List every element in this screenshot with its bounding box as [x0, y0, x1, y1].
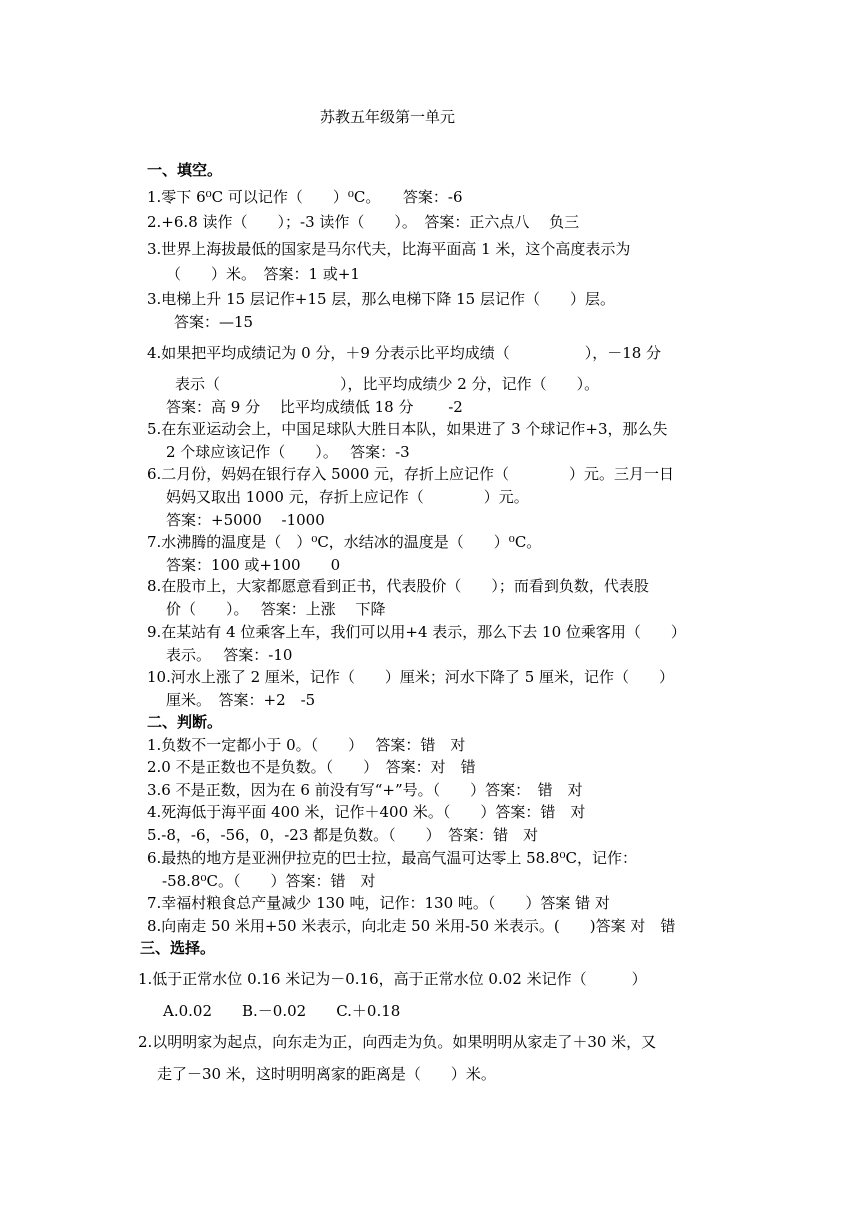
- question-line: 价（ ）。 答案：上涨 下降: [166, 600, 386, 618]
- question-line: -58.8⁰C。（ ）答案：错 对: [162, 872, 376, 890]
- question-line: 10.河水上涨了 2 厘米，记作（ ）厘米；河水下降了 5 厘米，记作（ ）: [147, 668, 675, 686]
- question-line: 5.在东亚运动会上，中国足球队大胜日本队，如果进了 3 个球记作+3，那么失: [147, 420, 668, 438]
- choice-options: A.0.02 B.－0.02 C.＋0.18: [163, 1002, 401, 1020]
- question-line: 6.二月份，妈妈在银行存入 5000 元，存折上应记作（ ）元。三月一日: [147, 465, 675, 483]
- question-line: 表示（ ），比平均成绩少 2 分，记作（ ）。: [175, 375, 600, 393]
- answer-line: 答案：100 或+100 0: [166, 556, 341, 574]
- question-line: 1.低于正常水位 0.16 米记为－0.16，高于正常水位 0.02 米记作（ ）: [138, 970, 647, 988]
- question-line: 5.-8，-6，-56，0，-23 都是负数。（ ） 答案：错 对: [147, 826, 539, 844]
- question-line: 2 个球应该记作（ ）。 答案：-3: [166, 443, 410, 461]
- section-heading-judge: 二、判断。: [147, 713, 223, 731]
- question-line: 3.世界上海拔最低的国家是马尔代夫，比海平面高 1 米，这个高度表示为: [147, 240, 631, 258]
- question-line: 4.死海低于海平面 400 米，记作＋400 米。（ ）答案：错 对: [147, 803, 586, 821]
- question-line: （ ）米。 答案：1 或+1: [166, 265, 360, 283]
- question-line: 妈妈又取出 1000 元，存折上应记作（ ）元。: [166, 488, 529, 506]
- question-line: 走了－30 米，这时明明离家的距离是（ ）米。: [157, 1065, 496, 1083]
- answer-line: 答案：高 9 分 比平均成绩低 18 分 -2: [166, 398, 463, 416]
- answer-line: 答案：—15: [174, 313, 254, 331]
- question-line: 6.最热的地方是亚洲伊拉克的巴士拉，最高气温可达零上 58.8⁰C，记作：: [147, 849, 637, 867]
- section-heading-choice: 三、选择。: [140, 939, 216, 957]
- question-line: 厘米。 答案：+2 -5: [166, 691, 316, 709]
- section-heading-fill-blank: 一、填空。: [147, 161, 223, 179]
- question-line: 3.电梯上升 15 层记作+15 层，那么电梯下降 15 层记作（ ）层。: [147, 290, 615, 308]
- question-line: 7.水沸腾的温度是（ ）⁰C，水结冰的温度是（ ）⁰C。: [147, 533, 542, 551]
- answer-line: 答案：+5000 -1000: [166, 511, 325, 529]
- question-line: 2.0 不是正数也不是负数。（ ） 答案：对 错: [147, 758, 476, 776]
- question-line: 8.向南走 50 米用+50 米表示，向北走 50 米用-50 米表示。( )答案 对 错: [147, 917, 676, 935]
- question-line: 9.在某站有 4 位乘客上车，我们可以用+4 表示，那么下去 10 位乘客用（ ）: [147, 623, 686, 641]
- question-line: 1.零下 6⁰C 可以记作（ ）⁰C。 答案：-6: [147, 188, 463, 206]
- question-line: 2.+6.8 读作（ ）；-3 读作（ ）。 答案：正六点八 负三: [147, 213, 580, 231]
- question-line: 3.6 不是正数，因为在 6 前没有写“+”号。（ ）答案： 错 对: [147, 781, 583, 799]
- page-title: 苏教五年级第一单元: [320, 108, 456, 126]
- question-line: 2.以明明家为起点，向东走为正，向西走为负。如果明明从家走了＋30 米，又: [138, 1033, 657, 1051]
- question-line: 表示。 答案：-10: [166, 646, 293, 664]
- question-line: 1.负数不一定都小于 0。（ ） 答案：错 对: [147, 736, 466, 754]
- question-line: 7.幸福村粮食总产量减少 130 吨，记作：130 吨。（ ）答案 错 对: [147, 894, 610, 912]
- question-line: 8.在股市上，大家都愿意看到正书，代表股价（ ）；而看到负数，代表股: [147, 577, 649, 595]
- question-line: 4.如果把平均成绩记为 0 分，＋9 分表示比平均成绩（ ），－18 分: [147, 344, 662, 362]
